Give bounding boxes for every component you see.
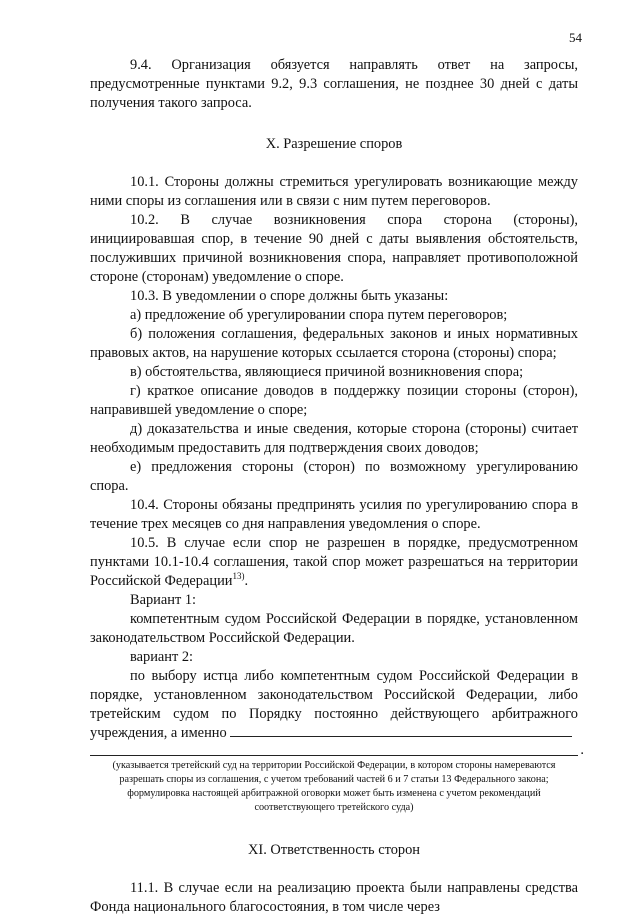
list-item-a: а) предложение об урегулировании спора путем переговоров; — [130, 307, 508, 323]
variant-2-label: вариант 2: — [130, 649, 194, 665]
paragraph-10-3: 10.3. В уведомлении о споре должны быть указаны: — [130, 288, 449, 304]
paragraph-11-1: 11.1. В случае если на реализацию проекта были направлены средства Фонда национального благосостояния, в том числе через — [90, 880, 578, 915]
list-item-d: д) доказательства и иные сведения, которые сторона (стороны) считает необходимым предоставить для подтверждения своих доводов; — [90, 421, 578, 456]
variant-2-body: по выбору истца либо компетентным судом Российской Федерации в порядке, установленном законодательством Российской Федерации, либо третейским судом по Порядку постоянно действующего арбитражного учреждения, а именно — [90, 668, 578, 741]
paragraph-10-5 — [90, 534, 578, 591]
paragraph-10-4: 10.4. Стороны обязаны предпринять усилия по урегулированию спора в течение трех месяцев со дня направления уведомления о споре. — [90, 497, 578, 532]
paragraph-10-1: 10.1. Стороны должны стремиться урегулировать возникающие между ними споры из соглашения или в связи с ним путем переговоров. — [90, 174, 578, 209]
page-number: 54 — [569, 30, 582, 45]
paragraph-10-5-end: . — [244, 573, 249, 589]
variant-2-text — [90, 667, 578, 743]
list-item-g: г) краткое описание доводов в поддержку позиции стороны (сторон), направившей уведомление о споре; — [90, 383, 578, 418]
arbitration-note: (указывается третейский суд на территории Российской Федерации, в котором стороны намереваются разрешать споры из соглашения, с учетом требований частей 6 и 7 статьи 13 Федерального закона; формулировка настоящей арбитражной оговорки может быть изменена с учетом рекомендаций соответствующего третейского суда) — [112, 760, 556, 813]
footnote-ref: 13) — [232, 571, 245, 582]
variant-1-label: Вариант 1: — [130, 592, 197, 608]
paragraph-9-4: 9.4. Организация обязуется направлять ответ на запросы, предусмотренные пунктами 9.2, 9.3 соглашения, не позднее 30 дней с даты получения такого запроса. — [90, 57, 578, 111]
section-x-title: X. Разрешение споров — [265, 136, 403, 152]
rule-end-period: . — [580, 742, 584, 758]
list-item-v: в) обстоятельства, являющиеся причиной возникновения спора; — [130, 364, 524, 380]
list-item-b: б) положения соглашения, федеральных законов и иных нормативных правовых актов, на нарушение которых ссылается сторона (стороны) спора; — [90, 326, 578, 361]
arbitration-rule — [90, 742, 584, 758]
paragraph-10-2: 10.2. В случае возникновения спора сторона (стороны), инициировавшая спор, в течение 90 дней с даты выявления обстоятельств, послуживших причиной возникновения спора, направляет противоположной стороне (сторонам) уведомление о споре. — [90, 212, 578, 285]
variant-1-text: компетентным судом Российской Федерации в порядке, установленном законодательством Российской Федерации. — [90, 611, 578, 646]
paragraph-10-5-text: 10.5. В случае если спор не разрешен в порядке, предусмотренном пунктами 10.1-10.4 соглашения, такой спор может разрешаться на территории Российской Федерации — [90, 535, 578, 589]
arbitration-blank-line — [230, 724, 572, 737]
list-item-e: е) предложения стороны (сторон) по возможному урегулированию спора. — [90, 459, 578, 494]
page-content — [90, 56, 584, 917]
section-xi-title: XI. Ответственность сторон — [248, 842, 420, 858]
